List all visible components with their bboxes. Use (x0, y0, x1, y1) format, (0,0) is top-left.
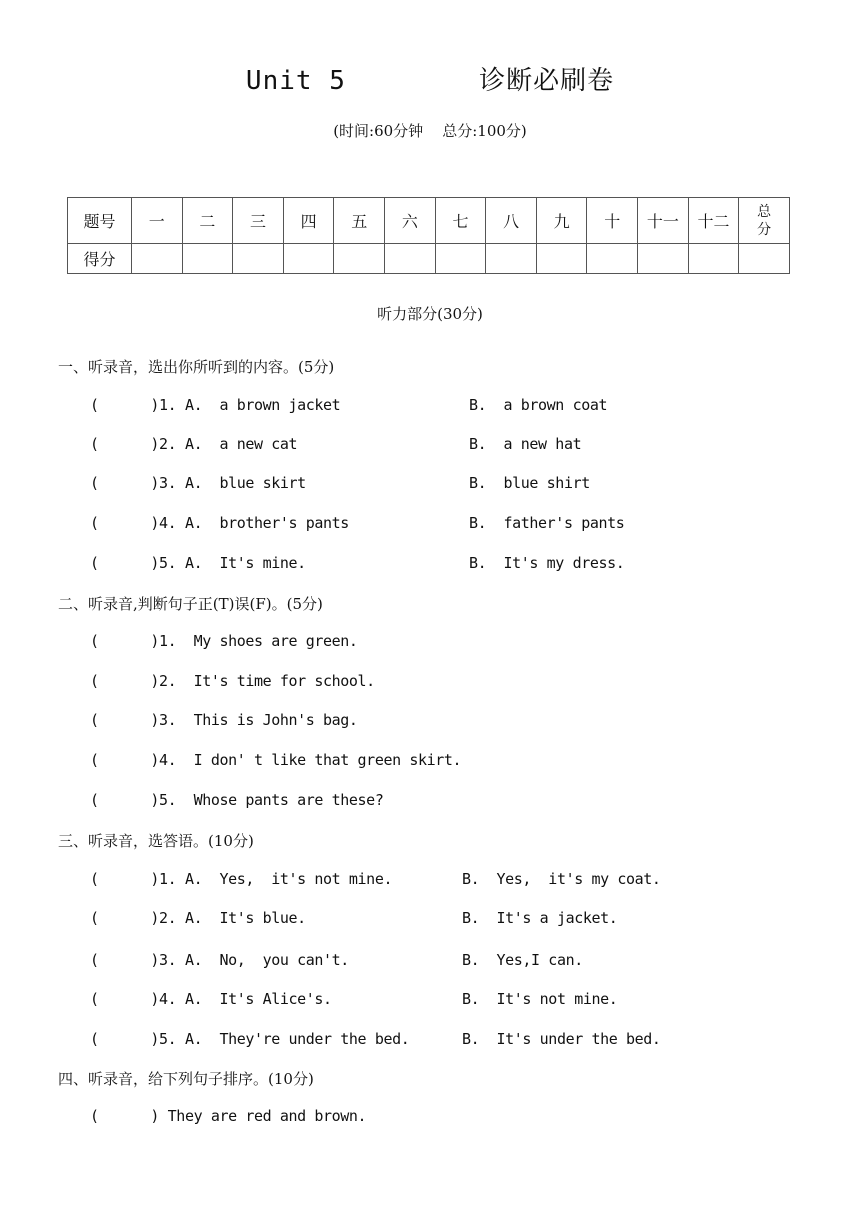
part3-option-b: B. It's a jacket. (462, 909, 618, 927)
part3-question: ( )5. A. They're under the bed. (90, 1030, 410, 1048)
part2-statement: ( )3. This is John's bag. (90, 711, 358, 729)
score-table-header-row (68, 198, 790, 244)
score-table-cell: 三 (233, 198, 284, 244)
score-table-score-row (68, 244, 790, 274)
score-table-cell: 十一 (638, 198, 689, 244)
part1-question: ( )3. A. blue skirt (90, 474, 306, 492)
part4-sentence: ( ) They are red and brown. (90, 1107, 367, 1125)
score-blank-cell[interactable] (638, 244, 689, 274)
listening-section-title: 听力部分(30分) (377, 305, 483, 323)
part3-question: ( )4. A. It's Alice's. (90, 990, 332, 1008)
score-table-cell: 题号 (68, 198, 132, 244)
score-blank-cell[interactable] (486, 244, 537, 274)
part3-option-b: B. It's under the bed. (462, 1030, 661, 1048)
score-blank-cell[interactable] (182, 244, 233, 274)
score-table-cell: 八 (486, 198, 537, 244)
score-table-cell: 得分 (68, 244, 132, 274)
score-table-cell: 十二 (688, 198, 739, 244)
part1-question: ( )1. A. a brown jacket (90, 396, 341, 414)
score-table-cell: 二 (182, 198, 233, 244)
part2-statement: ( )1. My shoes are green. (90, 632, 358, 650)
part2-statement: ( )4. I don' t like that green skirt. (90, 751, 462, 769)
score-table-cell: 四 (283, 198, 334, 244)
part1-option-b: B. blue shirt (469, 474, 590, 492)
part1-question: ( )4. A. brother's pants (90, 514, 349, 532)
score-table-cell: 五 (334, 198, 385, 244)
part2-statement: ( )5. Whose pants are these? (90, 791, 384, 809)
score-blank-cell[interactable] (233, 244, 284, 274)
part3-option-b: B. Yes, it's my coat. (462, 870, 661, 888)
page-title: Unit 5 诊断必刷卷 (245, 66, 615, 96)
score-table-cell: 一 (132, 198, 183, 244)
score-table-cell: 九 (536, 198, 587, 244)
score-blank-cell[interactable] (334, 244, 385, 274)
score-table-total-cell: 总 分 (739, 198, 790, 244)
score-blank-cell[interactable] (283, 244, 334, 274)
score-blank-cell[interactable] (536, 244, 587, 274)
part3-option-b: B. It's not mine. (462, 990, 618, 1008)
part2-heading: 二、听录音,判断句子正(T)误(F)。(5分) (58, 595, 323, 613)
exam-time-and-score: (时间:60分钟 总分:100分) (333, 122, 527, 140)
part3-question: ( )2. A. It's blue. (90, 909, 306, 927)
score-table-cell: 六 (385, 198, 436, 244)
part3-question: ( )1. A. Yes, it's not mine. (90, 870, 393, 888)
score-blank-cell[interactable] (688, 244, 739, 274)
score-blank-cell[interactable] (739, 244, 790, 274)
part3-heading: 三、听录音，选答语。(10分) (58, 832, 254, 850)
part3-option-b: B. Yes,I can. (462, 951, 583, 969)
part1-option-b: B. a brown coat (469, 396, 608, 414)
part2-statement: ( )2. It's time for school. (90, 672, 375, 690)
part1-option-b: B. It's my dress. (469, 554, 625, 572)
score-table (67, 197, 790, 274)
score-blank-cell[interactable] (435, 244, 486, 274)
score-table-cell: 七 (435, 198, 486, 244)
part4-heading: 四、听录音，给下列句子排序。(10分) (58, 1070, 314, 1088)
score-blank-cell[interactable] (587, 244, 638, 274)
part1-option-b: B. a new hat (469, 435, 582, 453)
part1-question: ( )2. A. a new cat (90, 435, 298, 453)
part1-heading: 一、听录音，选出你所听到的内容。(5分) (58, 358, 335, 376)
part1-question: ( )5. A. It's mine. (90, 554, 306, 572)
score-blank-cell[interactable] (385, 244, 436, 274)
score-table-cell: 十 (587, 198, 638, 244)
score-blank-cell[interactable] (132, 244, 183, 274)
part3-question: ( )3. A. No, you can't. (90, 951, 349, 969)
part1-option-b: B. father's pants (469, 514, 625, 532)
